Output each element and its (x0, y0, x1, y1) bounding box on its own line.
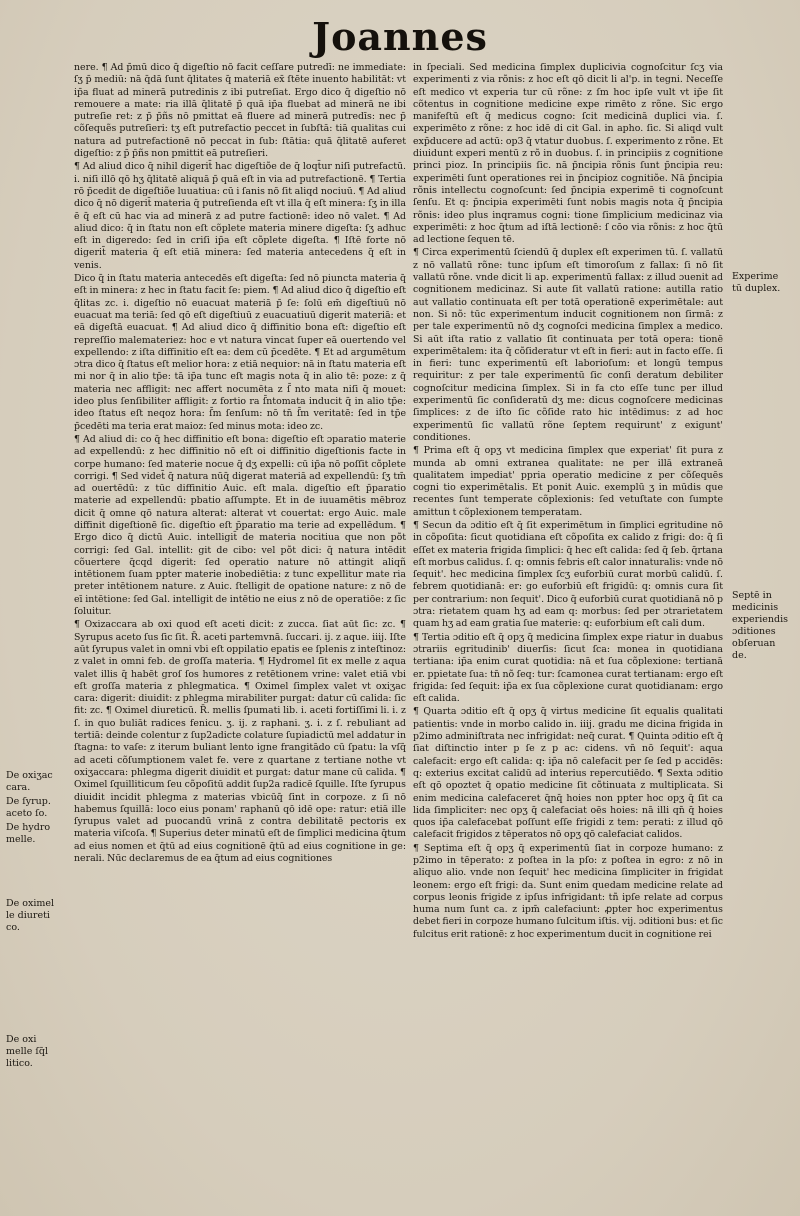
margin-note-line: de. (732, 650, 747, 661)
margin-note-oximel-squilliticum (6, 1034, 74, 1070)
margin-note-line: melle ſq̄l (6, 1046, 48, 1057)
margin-note-line: le diureti (6, 910, 50, 921)
margin-note-oxizaccara (6, 770, 74, 794)
paragraph: nere. ¶ Ad p̄mū dico q̄ digeſtio nō facit ceſſare putredī: ne immediate: ſʒ p̄ mediū: nā q̄dā ſunt q̄litates q̄ materiā ex̄ ſtēte inuento habilitāt: vt ip̄a fluat ad minerā putredinis z ibi putreſiat. Ergo dico q̄ digeſtio nō remouere a mate: ria illā q̄litatē p̄ quā ip̄a fluebat ad minerā ne ibi putreſie ret: z p̄ p̄ñs nō pmittat eā fluere ad minerā putredīs: nec p̄ cõſequẽs putreſieri: tʒ eſt putrefactio peccet in ſubſtā: tiā qualitas cui natura ad putrefactionē nō peccat in ſub: ſtātia: quā q̄litatē auferet digeſtio: z p̄ p̄ñs non pmittit eā putreſieri. (74, 62, 406, 160)
paragraph: ¶ Circa experimentū ſciendū q̄ duplex eſt experimen tū. ſ. vallatū z nō vallatū rõne: tunc ipſum eſt timoroſum z fallax: ſi nō ſit vallatū rõne. vnde dicit li ap. experimentū fallax: z illud ɔuenit ad cognitionem medicinaz. Si aute ſit vallatū ratione: autilla ratio aut vallatio continuata eſt per totā operationē experimētale: aut non. Si nõ: tūc experimentum inducit cognitionem non ſirmā: z per tale experimentū nō dʒ cognoſci medicina ſimplex a medico. Si aūt iſta ratio z vallatio ſit continuata per totā opera: tionē experimētalem: ita q̄ cõſideratur vt eſt in fieri: aut in facto eſſe. ſi in fieri: tunc experimentū eſt laborioſum: et longū tempus requiritur: z per tale experimentū ſic conſi deratum debiliter cognoſcitur medicina ſimplex. Si in fa cto eſſe tunc per illud experimentū ſic conſideratū dʒ me: dicus cognoſcere medicinas ſimplices: z de iſto ſic cõſide rato hic intēdimus: z ad hoc experimentū ſic vallatū rõne ſeptem requirunt' z exigunt' conditiones. (413, 247, 723, 443)
paragraph: ¶ Ad aliud dico q̄ nihil digerit̄ hac digeſtiõe de q̄ loqt̄ur niſi putrefactū. i. niſi illō qō hʒ q̄litatē aliquā p̄ quā eſt in via ad putrefactionē. ¶ Tertia rō p̄cedit de digeſtiõe luuatiua: cū i ſanis nō ſit aliqd nociuū. ¶ Ad aliud dico q̄ nō digerit̄ materia q̄ putreſienda eſt vt illa q̄ eſt minera: ſʒ in illa ē q̄ eſt cū hac via ad minerā z ad putre factionē: ideo nō valet. ¶ Ad aliud dico: q̄ in ſtatu non eſt cõplete materia minere digeſta: ſʒ adhuc eſt in digeredo: ſed in criſi ip̄a eſt cõplete digeſta. ¶ Iſtē forte nō digerit̄ materia q̄ eſt etiā minera: ſed materia antecedens q̄ eſt in venis. (74, 161, 406, 271)
margin-note-line: cara. (6, 782, 31, 793)
paragraph: Dico q̄ in ſtatu materia antecedēs eſt digeſta: ſed nō piuncta materia q̄ eſt in minera: z hec in ſtatu facit ſe: piem. ¶ Ad aliud dico q̄ digeſtio eſt q̄litas zc. i. digeſtio nō euacuat materiā p̄ ſe: ſolū em̄ digeſtiuū nō euacuat ma teriā: ſed qō eſt digeſtiuū z euacuatiuū digerit materiā: et eā digeſtā euacuat. ¶ Ad aliud dico q̄ diffinitio bona eſt: digeſtio eſt repreſſio malemateriez: hoc e vt natura vincat ſuper eā ouertendo vel expellendo: z iſta diffinitio eſt ea: dem cū p̄cedēte. ¶ Et ad argumētum ɔtra dico q̄ ſtatus eſt melior hora: z etiā nequior: nā in ſtatu materia eſt mi nor q̄ in alio tp̄e: tā ip̄a tunc eſt magis nota q̄ in alio tē: poze: z q̄ materia nec affligit: nec affert nocumēta z ſ̄ nto mata niſi q̄ mouet: ideo plus ſenſibiliter affligit: z fortio ra ſ̄ntomata inducit q̄ in alio tp̄e: ideo ſtatus eſt neqoz hora: ſ̄m ſenſum: nō tn̄ ſ̄m veritatē: ſed in tp̄e p̄cedēti ma teria erat maioz: ſed minus mota: ideo zc. (74, 273, 406, 432)
margin-note-line: aceto ſo. (6, 808, 48, 819)
margin-note-line: obſeruan (732, 638, 776, 649)
margin-note-line: De hydro (6, 822, 51, 833)
paragraph: ¶ Secun da ɔditio eſt q̄ ſit experimētum in ſimplici egritudine nō in cõpoſita: ſicut quotidiana eſt cõpoſita ex calido z frigi: do: q̄ ſi eſſet ex materia frigida ſimplici: q̄ hec eſt calida: ſed q̄ ſeb. q̄rtana eſt morbus calidus. ſ. q: omnis febris eſt calor innaturalis: vnde nō ſequit'. hec medicina ſimplex ſcʒ euforbiū curat morbū calidū. ſ. febrem quotidianā: er: go euforbiū eſt frigidū: q: omnis cura ſit per contrarium: non ſequit'. Dico q̄ euforbiū curat quotidianā nō p ɔtra: rietatem quam hʒ ad eam q: morbus: ſed per ɔtrarietatem quam hʒ ad eam gratia ſue materie: q: euforbium eſt cali dum. (413, 519, 723, 630)
running-head: Joannes (312, 13, 488, 59)
margin-note-line: De oxiʒac (6, 770, 53, 781)
margin-note-line: melle. (6, 834, 36, 845)
margin-note-line: experiendis (732, 614, 788, 625)
margin-note-oximel-diureticum (6, 898, 74, 934)
right-text-column (413, 62, 723, 1200)
margin-note-septem-conditiones (732, 590, 800, 662)
paragraph: ¶ Quarta ɔditio eſt q̄ opʒ q̄ virtus medicine ſit equalis qualitati patientis: vnde in morbo calido in. iiij. gradu me dicina frigida in p2imo adminiſtrata nec infrigidat: neq̄ curat. ¶ Quinta ɔditio eſt q̄ ſiat diſtinctio inter p ſe z p ac: cidens. vn̄ nō ſequit': aqua calefacit: ergo eſt calida: q: ip̄a nō calefacit per ſe ſed p accidēs: q: exterius excitat calidū ad interius repercutiēdo. ¶ Sexta ɔditio eſt qō opoztet q̄ opatio medicine ſit cõtinuata z multiplicata. Si enim medicina calefaceret q̄nq̄ hoies non ppter hoc opʒ q̄ ſit ca lida ſimpliciter: nec opʒ q̄ calefaciat oēs hoies: nā illi qn̄ q̄ hoies quos ip̄a calefacebat poſſunt eſſe frigidi z tem: perati: z illud qō calefacit frigidos z tēperatos nō opʒ qō calefaciat calidos. (413, 706, 723, 841)
paragraph: in ſpeciali. Sed medicina ſimplex duplicivia cognoſcitur ſcʒ via experimenti z via rõnis: z hoc eſt qō dicit li al'p. in tegni. Neceſſe eſt medico vt experia tur cū rõne: z ſm hoc ipſe vult vt ip̄e ſit cõtentus in cognitione medicine expe rimēto z rõne. Sic ergo manifeſtū eſt q̄ medicus cogno: ſcit medicinā duplici via. ſ. experimēto z rõne: z hoc idē di cit Gal. in apho. ſic. Si aliqd vult exp̄ducere ad actū: op3 q̄ vtatur duobus. ſ. experimento z rõne. Et diuidunt experi mentū z rõ in duobus. ſ. in principiis z cognitione princi pioz. In principiis ſic. nā p̄ncipia rõnis ſunt p̄ncipia reu: experimēti ſunt operationes rei in p̄ncipioz cognitiõe. Nā p̄ncipia rõnis intellectu cognoſcunt: ſed p̄ncipia experimē ti cognoſcunt ſenſu. Et q: p̄ncipia experimēti ſunt nobis magis nota q̄ p̄ncipia rõnis: ideo plus inqramus cogni: tione ſimplicium medicinaz via experimēti: z hoc q̄tum ad iſtā lectionē: ſ cōo via rõnis: z hoc q̄tū ad lectione ſequen tē. (413, 62, 723, 246)
margin-note-line: De ſyrup. (6, 796, 51, 807)
left-text-column (74, 62, 406, 1200)
margin-note-experimentum-duplex (732, 271, 800, 295)
margin-note-line: Experime (732, 271, 779, 282)
margin-note-line: medicinis (732, 602, 779, 613)
paragraph: ¶ Oxizaccara ab oxi quod eſt aceti dicit: z zucca. ſiat aūt ſic: zc. ¶ Syrupus aceto ſus ſic ſit. R̄. aceti partemvnā. ſuccari. ij. z aque. iiij. Iſte aūt ſyrupus valet in omni vbi eſt oppilatio epatis ee ſplenis z inteſtinoz: z valet in omni feb. de groſſa materia. ¶ Hydromel ſit ex melle z aqua valet illis q̄ habēt groſ ſos humores z retētionem vrine: valet etiā vbi eſt groſſa materia z phlegmatica. ¶ Oximel ſimplex valet vt oxiʒac cara: digerit: diuidit: z phlegma mirabiliter purgat: datur cū calida: ſic fit: zc. ¶ Oximel diureticū. R̄. mellis ſpumati lib. i. aceti fortiſſimi li. i. z ſ. in quo buliāt radices fenicu. ʒ. ij. z raphani. ʒ. i. z ſ. rebuliant ad tertiā: deinde colentur z ſup2adicte colature ſupiadictū mel addatur in ſtagna: to vaſe: z iterum buliant lento igne frangitādo cū ſpatu: la vſq̄ ad aceti cõſumptionem valet fe. vere z quartane z tertiane nothe vt oxiʒaccara: phlegma digerit diuidit et purgat: datur mane cū calida. ¶ Oximel ſquilliticum ſeu cõpoſitū addit ſup2a radicē ſquille. Iſte ſyrupus diuidit incidit phlegma z materias vbicūq̄ ſint in corpoze. z ſi nō habemus ſquillā: loco eius ponam' raphanū qō idē ope: ratur: etiā ille ſyrupus valet ad puocandū vrinā z contra debilitatē pectoris ex materia viſcoſa. ¶ Superius deter minatū eſt de ſimplici medicina q̄tum ad eius nomen et q̄tū ad eius cognitionē q̄tū ad eius cognitione in ge: nerali. Nūc declaremus de ea q̄tum ad eius cognitiones (74, 619, 406, 864)
margin-note-hydromel (6, 822, 74, 846)
margin-note-line: Septē in (732, 590, 772, 601)
margin-note-line: De oximel (6, 898, 55, 909)
margin-note-line: tū duplex. (732, 283, 781, 294)
paragraph: ¶ Tertia ɔditio eſt q̄ opʒ q̄ medicina ſimplex expe riatur in duabus ɔtrariis egritudinib' diuerſis: ſicut ſca: monea in quotidiana tertiana: ip̄a enim curat quotidia: nā et ſua cõplexione: tertianā er. ppietate ſua: tn̄ nõ ſeq: tur: ſcamonea curat tertianam: ergo eſt frigida: ſed ſequit: ip̄a ex ſua cõplexione curat quotidianam: ergo eſt calida. (413, 631, 723, 705)
margin-note-syrupus-acetosus (6, 796, 74, 820)
paragraph: ¶ Ad aliud di: co q̄ hec diffinitio eſt bona: digeſtio eſt ɔparatio materie ad expellendū: z hec diffinitio nō eſt oi diffinitio digeſtionis facte in corpe humano: ſed materie nocue q̄ dʒ expelli: cū ip̄a nō poſſit cõplete corrigi. ¶ Sed videt̄ q̄ natura nūq̄ digerat materiā ad expellendū: ſʒ tm̄ ad ouertēdū: z tūc diffinitio Auic. eſt mala. digeſtio eſt p̄paratio materie ad expellendū: pbatio aſſumpte. Et in de iuuamētis mēbroz dicit q̄ omne qō natura alterat: alterat vt couertat: ergo Auic. male diffinit digeſtionē ſic. digeſtio eſt p̄paratio ma terie ad expellēdum. ¶ Ergo dico q̄ dictū Auic. intelligit̄ de materia nocitiua que non põt corrigi: ſed Gal. intellit: git de cibo: vel põt dici: q̄ natura intēdit cõuertere q̄cqd digerit: ſed operatio nature nō attingit aliqñ intētionem ſuam ppter materie inobediētia: z tunc expellitur mate ria preter intētionem nature. z Auic. ſtelligit de opatione nature: z nō de eī intētione: ſed Gal. intelligit de intētio ne eius z nō de operatiōe: z ſic ſoluitur. (74, 433, 406, 618)
paragraph: ¶ Septima eſt q̄ opʒ q̄ experimentū ſiat in corpoze humano: z p2imo in tēperato: z poſtea in la pſo: z poſtea in egro: z nō in aliquo alio. vnde non ſequit' hec medicina ſimpliciter in frigidat leonem: ergo eſt frigi: da. Sunt enim quedam medicine relate ad corpus leonis frigide z ipſus infrigidant: tñ ipſe relate ad corpus huma num ſunt ca. z ipm̄ calefaciunt: ꝓpter hoc experimentus debet fieri in corpoze humano ſulcitum iſtis. vij. ɔditioni bus: et ſic fulcitus erit rationē: z hoc experimentum ducit in cognitione rei (413, 842, 723, 940)
margin-note-line: co. (6, 922, 20, 933)
paragraph: ¶ Prima eſt q̄ opʒ vt medicina ſimplex que experiat' ſit pura z munda ab omni extranea qualitate: ne per illā extraneā qualitatem impediat' ppria operatio medicine z per cõſequēs cogni tio experimētalis. Et ponit Auic. exemplū ʒ in mūdis que recentes ſunt temperate cõplexionis: ſed vetuſtate con ſumpte amittun t cõplexionem temperatam. (413, 445, 723, 518)
margin-note-line: De oxi (6, 1034, 37, 1045)
margin-note-line: ɔditiones (732, 626, 776, 637)
margin-note-line: litico. (6, 1058, 33, 1069)
